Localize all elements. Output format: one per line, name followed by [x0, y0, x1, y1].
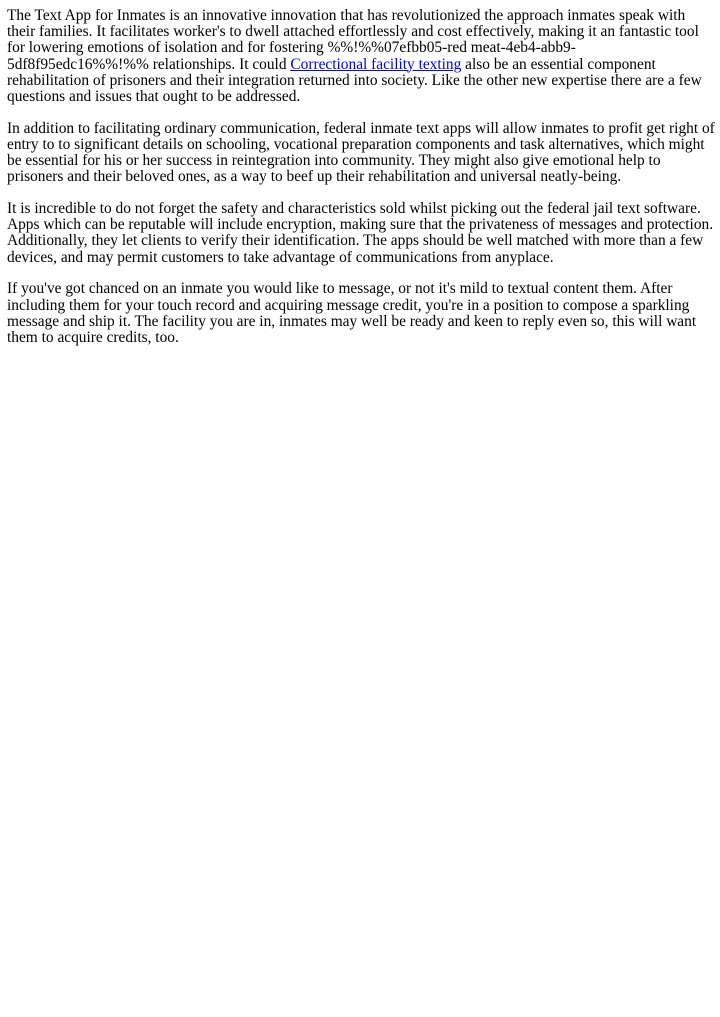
- paragraph-intro-text-after: also be an essential component rehabilitation of prisoners and their integration returned into society. Like the other new expertise there are a few questions and issues that ought to be addressed.: [7, 55, 702, 106]
- paragraph-intro-text-before: The Text App for Inmates is an innovative innovation that has revolutionized the approach inmates speak with their families. It facilitates worker's to dwell attached effortlessly and cost effectively, making it an fantastic tool for lowering emotions of isolation and for fostering %%!%%07efbb05-red meat-4eb4-abb9-5df8f95edc16%%!%% relationships. It could: [7, 7, 699, 73]
- article-body: [7, 8, 720, 346]
- correctional-facility-texting-link[interactable]: Correctional facility texting: [290, 55, 462, 73]
- paragraph-communication: In addition to facilitating ordinary communication, federal inmate text apps will allow inmates to profit get right of entry to to significant details on schooling, vocational preparation components and task alternatives, which might be essential for his or her success in reintegration into community. They might also give emotional help to prisoners and their beloved ones, as a way to beef up their rehabilitation and universal neatly-being.: [7, 119, 715, 186]
- paragraph-safety: It is incredible to do not forget the safety and characteristics sold whilst picking out the federal jail text software. Apps which can be reputable will include encryption, making sure that the privateness of messages and protection. Additionally, they let clients to verify their identification. The apps should be well matched with more than a few devices, and may permit customers to take advantage of communications from anyplace.: [7, 200, 714, 266]
- paragraph-messaging: If you've got chanced on an inmate you would like to message, or not it's mild to textual content them. After including them for your touch record and acquiring message credit, you're in a position to compose a sparkling message and ship it. The facility you are in, inmates may well be ready and keen to reply even so, this will want them to acquire credits, too.: [7, 280, 697, 346]
- paragraph-intro: [7, 8, 717, 105]
